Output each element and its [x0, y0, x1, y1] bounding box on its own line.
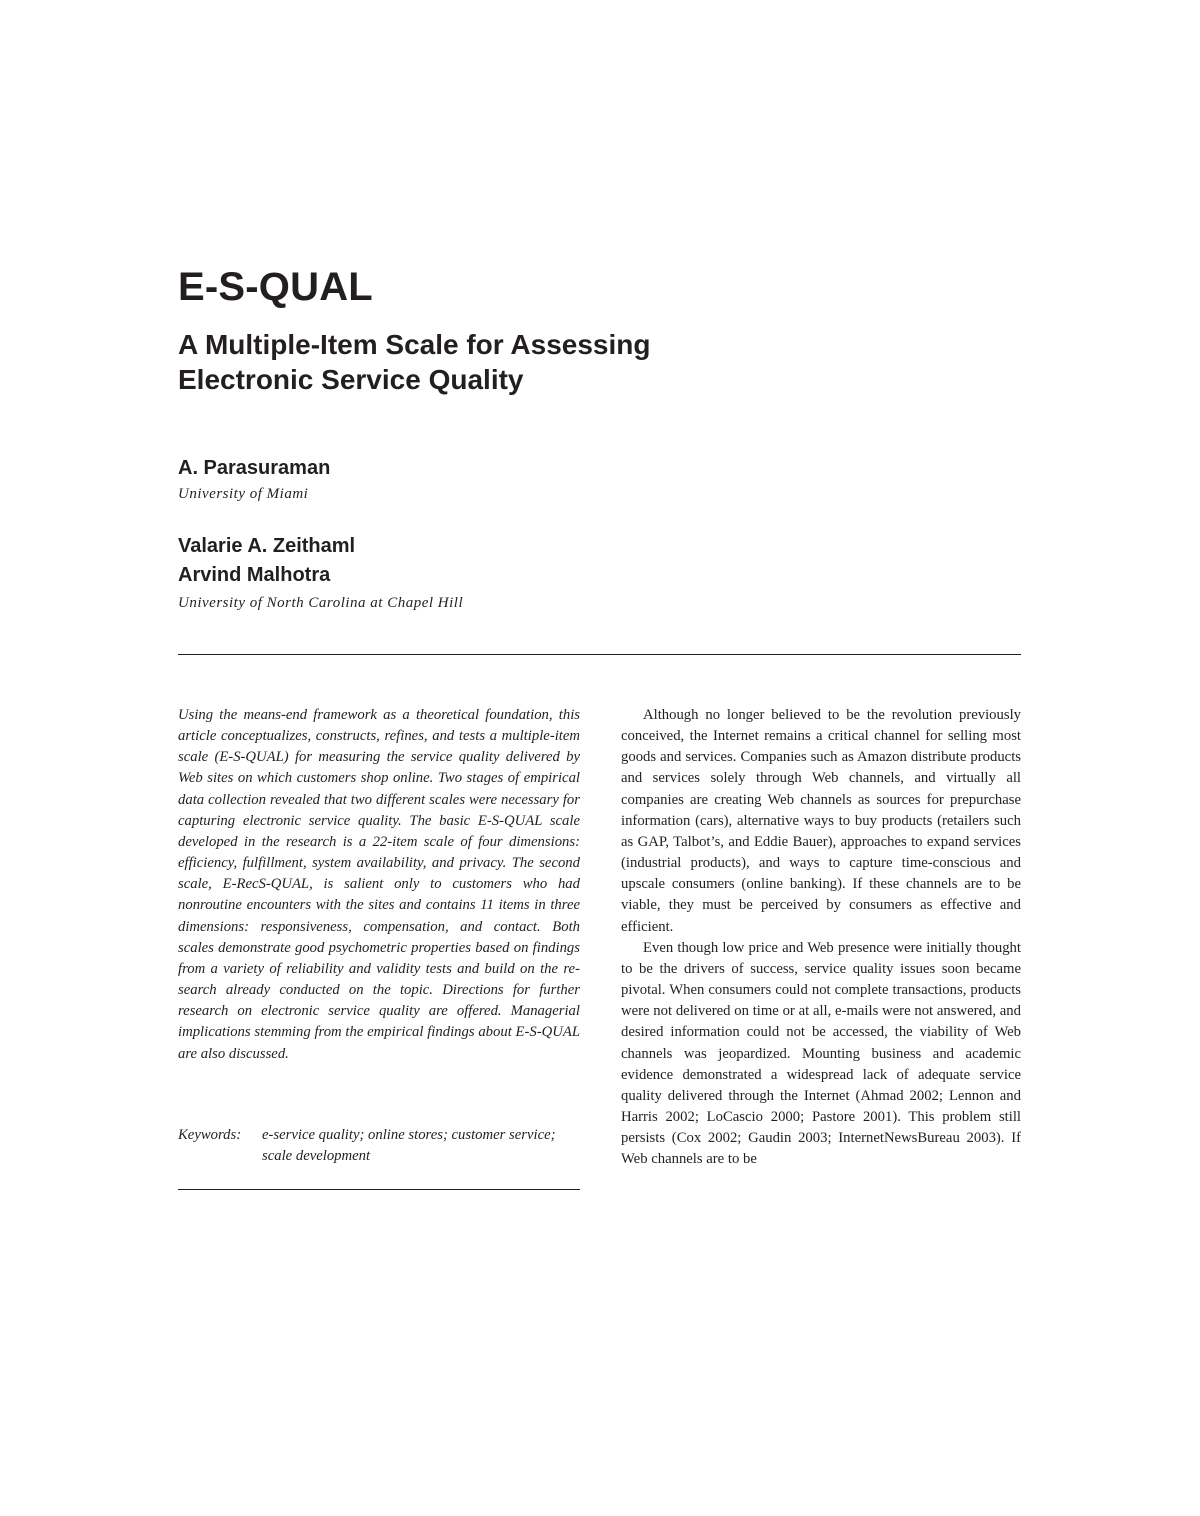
abstract-text: Using the means-end framework as a theoretical foundation, this article conceptualizes, constructs, refines, and tests a multiple-item scale (E-S-QUAL) for measuring the service quality delivered by Web sites on which customers shop online. Two stages of empirical data collection revealed that two different scales were necessary for capturing electronic service quality. The basic E-S-QUAL scale developed in the research is a 22-item scale of four dimensions: efficiency, fulfillment, system availability, and privacy. The second scale, E-RecS-QUAL, is salient only to customers who had nonroutine encounters with the sites and contains 11 items in three dimensions: responsiveness, compensation, and contact. Both scales demonstrate good psychometric properties based on findings from a variety of reliability and validity tests and build on the research already conducted on the topic. Directions for further research on electronic service quality are offered. Managerial implications stemming from the empirical findings about E-S-QUAL are also discussed.	[178, 707, 580, 1062]
keywords	[178, 1125, 580, 1167]
body-paragraph-2: Even though low price and Web presence were initially thought to be the drivers of success, service quality issues soon became pivotal. When consumers could not complete transactions, products were not delivered on time or at all, e-mails were not answered, and desired information could not be accessed, the viability of Web channels was jeopardized. Mounting business and academic evidence demonstrated a widespread lack of adequate service quality delivered through the Internet (Ahmad 2002; Lennon and Harris 2002; LoCascio 2000; Pastore 2001). This problem still persists (Cox 2002; Gaudin 2003; InternetNewsBureau 2003). If Web channels are to be	[621, 939, 1021, 1168]
author-parasuraman: A. Parasuraman	[178, 457, 331, 479]
article-title: E-S-QUAL	[178, 265, 373, 309]
keywords-text: e-service quality; online stores; customer service; scale development	[262, 1127, 556, 1165]
subtitle-line-1: A Multiple-Item Scale for Assessing	[178, 329, 651, 360]
affiliation-unc: University of North Carolina at Chapel Hill	[178, 595, 464, 611]
article-subtitle	[178, 327, 878, 397]
keywords-label: Keywords:	[178, 1127, 242, 1143]
abstract-divider	[178, 1189, 580, 1190]
subtitle-line-2: Electronic Service Quality	[178, 364, 524, 395]
author-malhotra: Arvind Malhotra	[178, 564, 331, 586]
affiliation-miami: University of Miami	[178, 486, 309, 502]
body-column	[621, 705, 1021, 1170]
header-divider	[178, 654, 1021, 655]
author-zeithaml: Valarie A. Zeithaml	[178, 535, 356, 557]
body-paragraph-1: Although no longer believed to be the revolution previously conceived, the Internet remains a critical channel for selling most goods and services. Companies such as Amazon distribute products and services solely through Web channels, and virtually all companies are creating Web channels as sources for prepurchase information (cars), alternative ways to buy products (retailers such as GAP, Talbot’s, and Eddie Bauer), approaches to expand services (industrial products), and ways to capture time-conscious and upscale consumers (online banking). If these channels are to be viable, they must be perceived by consumers as effective and efficient.	[621, 707, 1021, 935]
